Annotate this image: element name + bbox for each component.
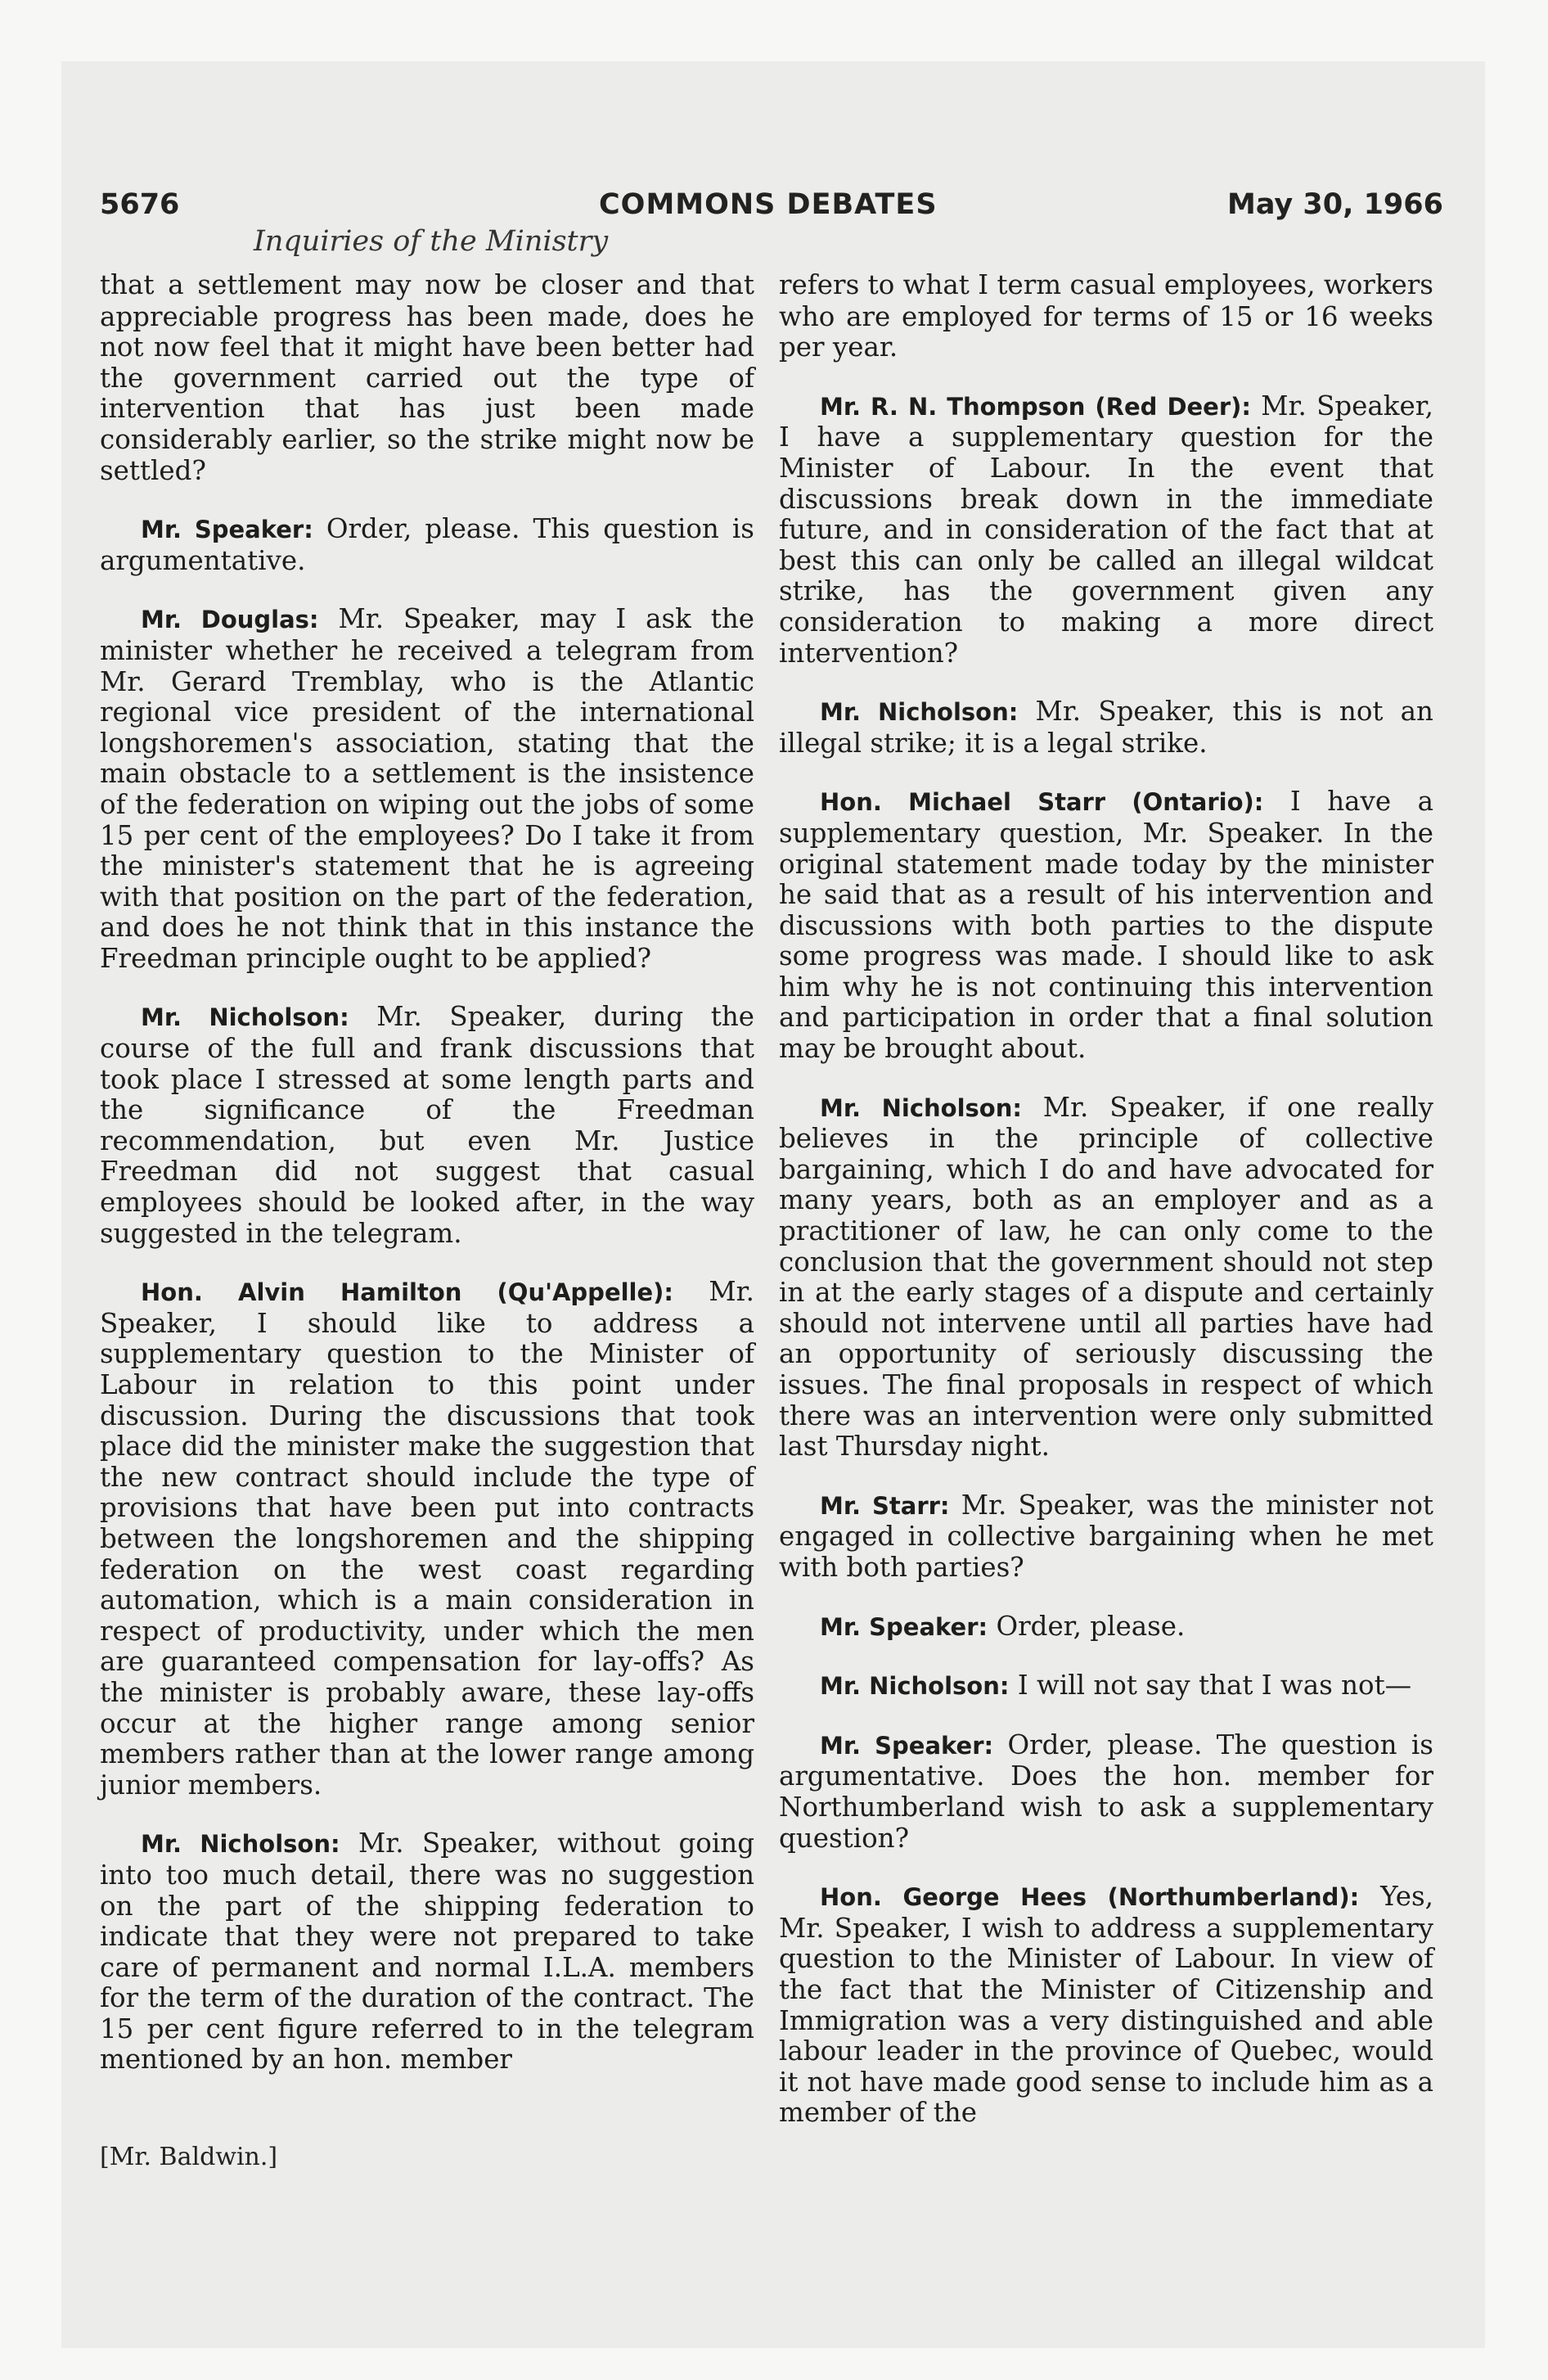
paragraph-text: Yes, Mr. Speaker, I wish to address a supplementary question to the Minister of Labour. In view of the fact that the Minister of Citizenship and Immigration was a very distinguished and able labour leader in the province of Quebec, would it not have made good sense to include him as a member of the: [779, 1881, 1433, 2129]
speaker-name: Mr. Nicholson:: [820, 1672, 1010, 1701]
publication-title: COMMONS DEBATES: [599, 188, 938, 221]
paragraph-text: Order, please.: [996, 1610, 1186, 1642]
footer-note: [Mr. Baldwin.]: [100, 2143, 278, 2171]
speaker-name: Mr. Nicholson:: [141, 1003, 349, 1032]
paragraph-text: Mr. Speaker, I should like to address a supplementary question to the Minister of Labour in relation to this point under discussion. During the discussions that took place did the minister make the suggestion that the new contract should include the type of provisions that have been put into contracts between the longshoremen and the shipping federation on the west coast regarding automation, which is a main consideration in respect of productivity, under which the men are guaranteed compensation for lay-offs? As the minister is probably aware, these lay-offs occur at the higher range among senior members rather than at the lower range among junior members.: [100, 1276, 754, 1801]
speaker-name: Mr. Nicholson:: [141, 1830, 340, 1859]
paragraph: [779, 1730, 1433, 1854]
publication-date: May 30, 1966: [1227, 188, 1443, 221]
paragraph-text: that a settlement may now be closer and that appreciable progress has been made, does he not now feel that it might have been better had the government carried out the type of intervention that has just been made considerably earlier, so the strike might now be settled?: [100, 269, 754, 486]
paragraph: [100, 1002, 754, 1249]
paragraph: [100, 1828, 754, 2076]
speaker-name: Hon. Alvin Hamilton (Qu'Appelle):: [141, 1278, 674, 1307]
speaker-name: Mr. Nicholson:: [820, 698, 1019, 727]
paragraph: [779, 787, 1433, 1064]
left-column: [100, 270, 754, 2103]
paragraph-text: refers to what I term casual employees, workers who are employed for terms of 15 or 16 weeks per year.: [779, 269, 1433, 363]
speaker-name: Hon. George Hees (Northumberland):: [820, 1883, 1360, 1912]
paragraph: [779, 1490, 1433, 1584]
speaker-name: Mr. R. N. Thompson (Red Deer):: [820, 392, 1252, 421]
speaker-name: Mr. Starr:: [820, 1491, 950, 1520]
paragraph: [100, 270, 754, 486]
paragraph: [100, 604, 754, 974]
paragraph-text: I will not say that I was not—: [1017, 1670, 1412, 1702]
paragraph-text: I have a supplementary question, Mr. Speaker. In the original statement made today by the minister he said that as a result of his intervention and discussions with both parties to the dispute some progress was made. I should like to ask him why he is not continuing this intervention and participation in order that a final solution may be brought about.: [779, 786, 1433, 1065]
speaker-name: Mr. Speaker:: [820, 1731, 994, 1760]
paragraph: [779, 391, 1433, 669]
paragraph-text: Order, please. This question is argumentative.: [100, 513, 754, 576]
speaker-name: Mr. Speaker:: [141, 516, 313, 544]
paragraph-text: Mr. Speaker, I have a supplementary question for the Minister of Labour. In the event that discussions break down in the immediate future, and in consideration of the fact that at best this can only be called an illegal wildcat strike, has the government given any consideration to making a more direct intervention?: [779, 390, 1433, 669]
paragraph: [779, 270, 1433, 363]
paragraph-text: Mr. Speaker, without going into too much detail, there was no suggestion on the part of the shipping federation to indicate that they were not prepared to take care of permanent and normal I.L.A. members for the term of the duration of the contract. The 15 per cent figure referred to in the telegram mentioned by an hon. member: [100, 1828, 754, 2076]
paragraph: [779, 1882, 1433, 2129]
paragraph: [779, 1093, 1433, 1463]
right-column: [779, 270, 1433, 2157]
paragraph-text: Mr. Speaker, may I ask the minister whether he received a telegram from Mr. Gerard Tremblay, who is the Atlantic regional vice president of the international longshoremen's association, stating that the main obstacle to a settlement is the insistence of the federation on wiping out the jobs of some 15 per cent of the employees? Do I take it from the minister's statement that he is agreeing with that position on the part of the federation, and does he not think that in this instance the Freedman principle ought to be applied?: [100, 603, 755, 974]
speaker-name: Mr. Nicholson:: [820, 1093, 1022, 1122]
speaker-name: Hon. Michael Starr (Ontario):: [820, 788, 1264, 817]
paragraph: [779, 696, 1433, 759]
paragraph-text: Mr. Speaker, this is not an illegal strike; it is a legal strike.: [779, 696, 1433, 759]
paragraph-text: Order, please. The question is argumentative. Does the hon. member for Northumberland wish to ask a supplementary question?: [779, 1729, 1433, 1854]
paragraph-text: Mr. Speaker, during the course of the full and frank discussions that took place I stressed at some length parts and the significance of the Freedman recommendation, but even Mr. Justice Freedman did not suggest that casual employees should be looked after, in the way suggested in the telegram.: [100, 1001, 754, 1249]
paragraph: [100, 514, 754, 576]
page-number: 5676: [100, 188, 180, 221]
paragraph-text: Mr. Speaker, if one really believes in the principle of collective bargaining, which I do and have advocated for many years, both as an employer and as a practitioner of law, he can only come to the conclusion that the government should not step in at the early stages of a dispute and certainly should not intervene until all parties have had an opportunity of seriously discussing the issues. The final proposals in respect of which there was an intervention were only submitted last Thursday night.: [779, 1091, 1433, 1463]
page-header: [100, 188, 1443, 229]
speaker-name: Mr. Speaker:: [820, 1612, 988, 1641]
speaker-name: Mr. Douglas:: [141, 606, 319, 634]
section-title: Inquiries of the Ministry: [254, 225, 609, 258]
paragraph: [779, 1670, 1433, 1702]
paragraph: [100, 1277, 754, 1801]
paragraph-text: Mr. Speaker, was the minister not engaged in collective bargaining when he met with both parties?: [779, 1489, 1433, 1583]
paragraph: [779, 1611, 1433, 1643]
